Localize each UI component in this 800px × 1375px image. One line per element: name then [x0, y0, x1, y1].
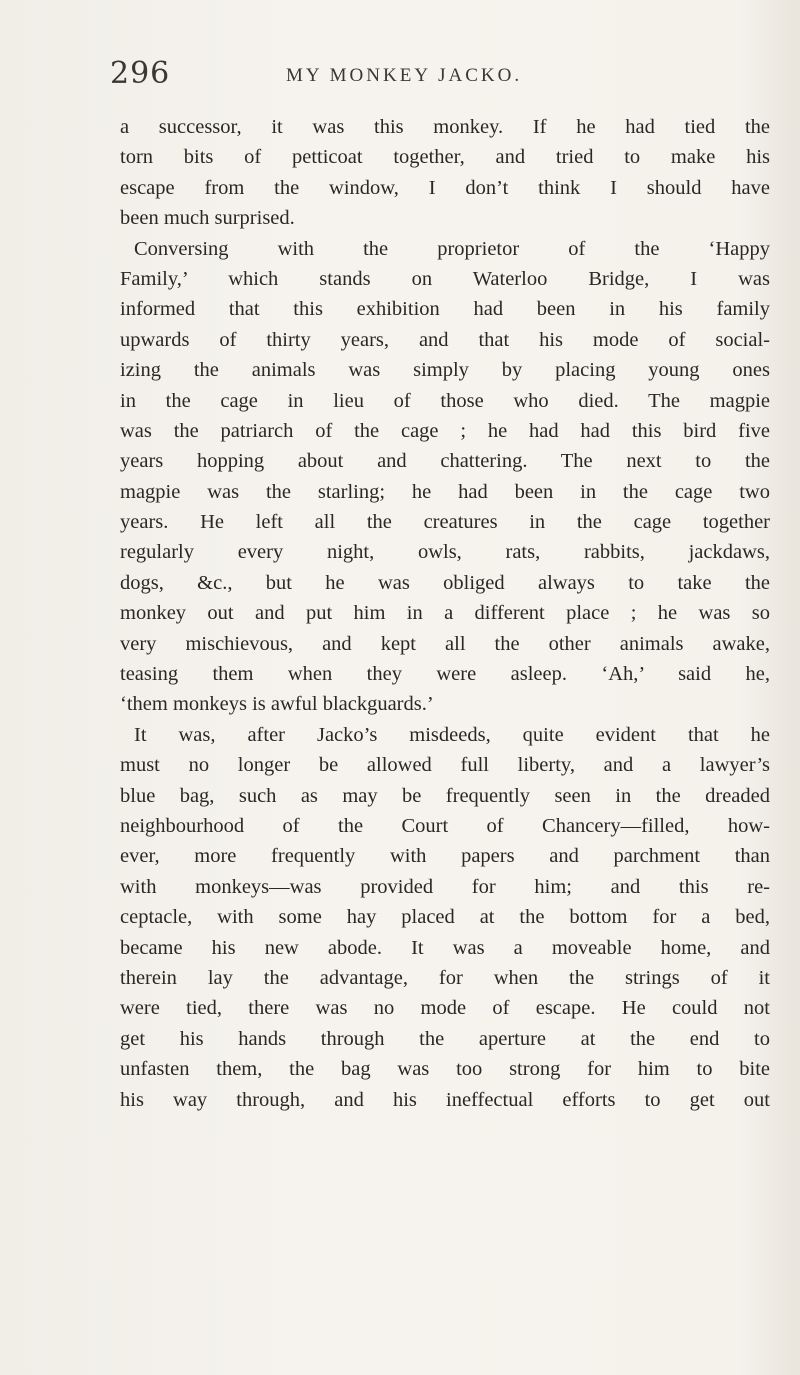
text-line: in the cage in lieu of those who died. The magpie — [120, 389, 770, 412]
text-line: were tied, there was no mode of escape. He could not — [120, 997, 770, 1020]
text-line: informed that this exhibition had been in his family — [120, 298, 770, 321]
running-title: MY MONKEY JACKO. — [286, 65, 523, 86]
text-line: became his new abode. It was a moveable home, and — [120, 936, 770, 959]
text-line: dogs, &c., but he was obliged always to take the — [120, 571, 770, 594]
text-line: torn bits of petticoat together, and tried to make his — [120, 146, 770, 169]
text-line: therein lay the advantage, for when the strings of it — [120, 966, 770, 989]
page-number: 296 — [110, 56, 171, 91]
text-line: escape from the window, I don’t think I should have — [120, 176, 770, 199]
text-line: neighbourhood of the Court of Chancery—filled, how- — [120, 814, 770, 837]
text-line: ‘them monkeys is awful blackguards.’ — [120, 693, 434, 716]
text-line: his way through, and his ineffectual efforts to get out — [120, 1088, 770, 1111]
text-line: must no longer be allowed full liberty, and a lawyer’s — [120, 754, 770, 777]
text-line: with monkeys—was provided for him; and this re- — [120, 875, 770, 898]
page-header — [110, 56, 770, 100]
text-line: Conversing with the proprietor of the ‘Happy — [134, 237, 770, 260]
body-text — [120, 112, 770, 1115]
text-line: Family,’ which stands on Waterloo Bridge, I was — [120, 267, 770, 290]
text-line: ever, more frequently with papers and parchment than — [120, 845, 770, 868]
text-line: teasing them when they were asleep. ‘Ah,’ said he, — [120, 663, 770, 686]
text-line: unfasten them, the bag was too strong for him to bite — [120, 1058, 770, 1081]
text-line: It was, after Jacko’s misdeeds, quite evident that he — [134, 723, 770, 746]
text-line: magpie was the starling; he had been in the cage two — [120, 480, 770, 503]
text-line: very mischievous, and kept all the other animals awake, — [120, 632, 770, 655]
text-line: regularly every night, owls, rats, rabbits, jackdaws, — [120, 541, 770, 564]
text-line: ceptacle, with some hay placed at the bottom for a bed, — [120, 906, 770, 929]
text-line: years hopping about and chattering. The next to the — [120, 450, 770, 473]
text-line: years. He left all the creatures in the cage together — [120, 511, 770, 534]
text-line: blue bag, such as may be frequently seen in the dreaded — [120, 784, 770, 807]
text-line: izing the animals was simply by placing young ones — [120, 359, 770, 382]
text-line: was the patriarch of the cage ; he had had this bird five — [120, 419, 770, 442]
text-line: upwards of thirty years, and that his mode of social- — [120, 328, 770, 351]
text-line: get his hands through the aperture at the end to — [120, 1027, 770, 1050]
text-line: a successor, it was this monkey. If he had tied the — [120, 116, 770, 138]
text-line: been much surprised. — [120, 207, 295, 230]
text-line: monkey out and put him in a different place ; he was so — [120, 602, 770, 625]
